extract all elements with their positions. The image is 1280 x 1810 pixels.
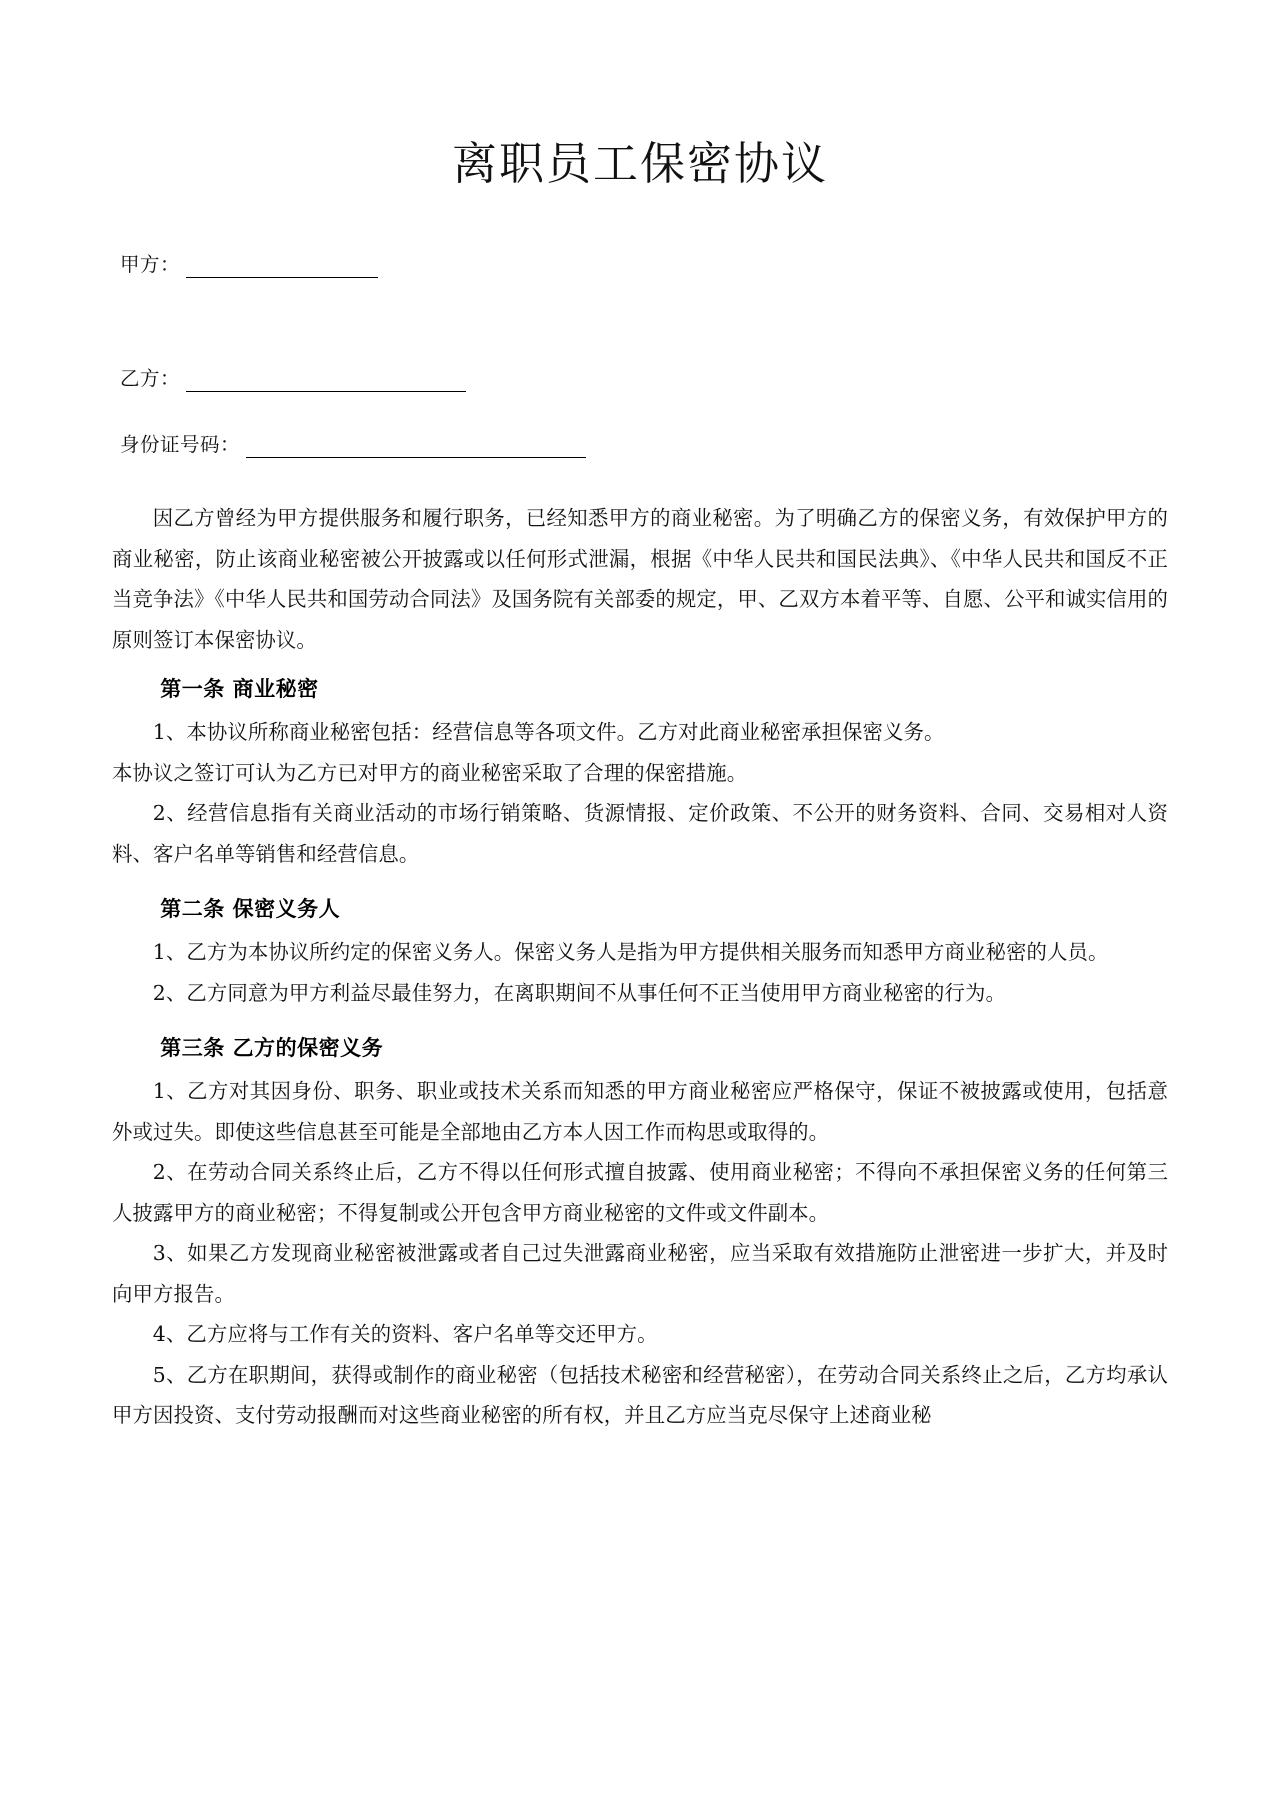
section-3-item-3: 3、如果乙方发现商业秘密被泄露或者自己过失泄露商业秘密，应当采取有效措施防止泄密进一步扩大，并及时向甲方报告。: [112, 1241, 1168, 1306]
section-2-item-2: 2、乙方同意为甲方利益尽最佳努力，在离职期间不从事任何不正当使用甲方商业秘密的行为。: [152, 980, 1006, 1005]
section-3-item-4: 4、乙方应将与工作有关的资料、客户名单等交还甲方。: [152, 1322, 658, 1346]
id-number-input[interactable]: [246, 437, 586, 458]
page-title: 离职员工保密协议: [451, 137, 828, 190]
party-a-field-row: [120, 252, 1160, 278]
id-number-label: 身份证号码：: [120, 433, 241, 456]
id-number-field-row: [120, 432, 1160, 458]
preamble-paragraph: 因乙方曾经为甲方提供服务和履行职务，已经知悉甲方的商业秘密。为了明确乙方的保密义务，有效保护甲方的商业秘密，防止该商业秘密被公开披露或以任何形式泄漏，根据《中华人民共和国民法典》、《中华人民共和国反不正当竞争法》《中华人民共和国劳动合同法》及国务院有关部委的规定，甲、乙双方本着平等、自愿、公平和诚实信用的原则签订本保密协议。: [112, 506, 1168, 652]
document-body: [112, 498, 1168, 1436]
party-b-label: 乙方：: [120, 367, 181, 390]
party-a-label: 甲方：: [120, 253, 181, 276]
party-b-field-row: [120, 366, 1160, 392]
section-2-item-1: 1、乙方为本协议所约定的保密义务人。保密义务人是指为甲方提供相关服务而知悉甲方商业秘密的人员。: [152, 940, 1109, 964]
section-3-item-1: 1、乙方对其因身份、职务、职业或技术关系而知悉的甲方商业秘密应严格保守，保证不被披露或使用，包括意外或过失。即使这些信息甚至可能是全部地由乙方本人因工作而构思或取得的。: [112, 1079, 1168, 1144]
section-1-item-1: 1、本协议所称商业秘密包括：经营信息等各项文件。乙方对此商业秘密承担保密义务。: [152, 720, 945, 744]
section-3-item-5: 5、乙方在职期间，获得或制作的商业秘密（包括技术秘密和经营秘密），在劳动合同关系终止之后，乙方均承认甲方因投资、支付劳动报酬而对这些商业秘密的所有权，并且乙方应当克尽保守上述商业秘: [112, 1362, 1168, 1427]
section-heading-3: 第三条 乙方的保密义务: [160, 1036, 384, 1060]
section-1-item-1-continued: 本协议之签订可认为乙方已对甲方的商业秘密采取了合理的保密措施。: [112, 760, 748, 785]
party-a-input[interactable]: [186, 257, 378, 278]
party-b-input[interactable]: [186, 371, 466, 392]
section-heading-2: 第二条 保密义务人: [160, 897, 341, 921]
section-3-item-2: 2、在劳动合同关系终止后，乙方不得以任何形式擅自披露、使用商业秘密；不得向不承担保密义务的任何第三人披露甲方的商业秘密；不得复制或公开包含甲方商业秘密的文件或文件副本。: [112, 1160, 1168, 1225]
section-heading-1: 第一条 商业秘密: [160, 677, 319, 701]
section-1-item-2: 2、经营信息指有关商业活动的市场行销策略、货源情报、定价政策、不公开的财务资料、合同、交易相对人资料、客户名单等销售和经营信息。: [112, 801, 1168, 866]
